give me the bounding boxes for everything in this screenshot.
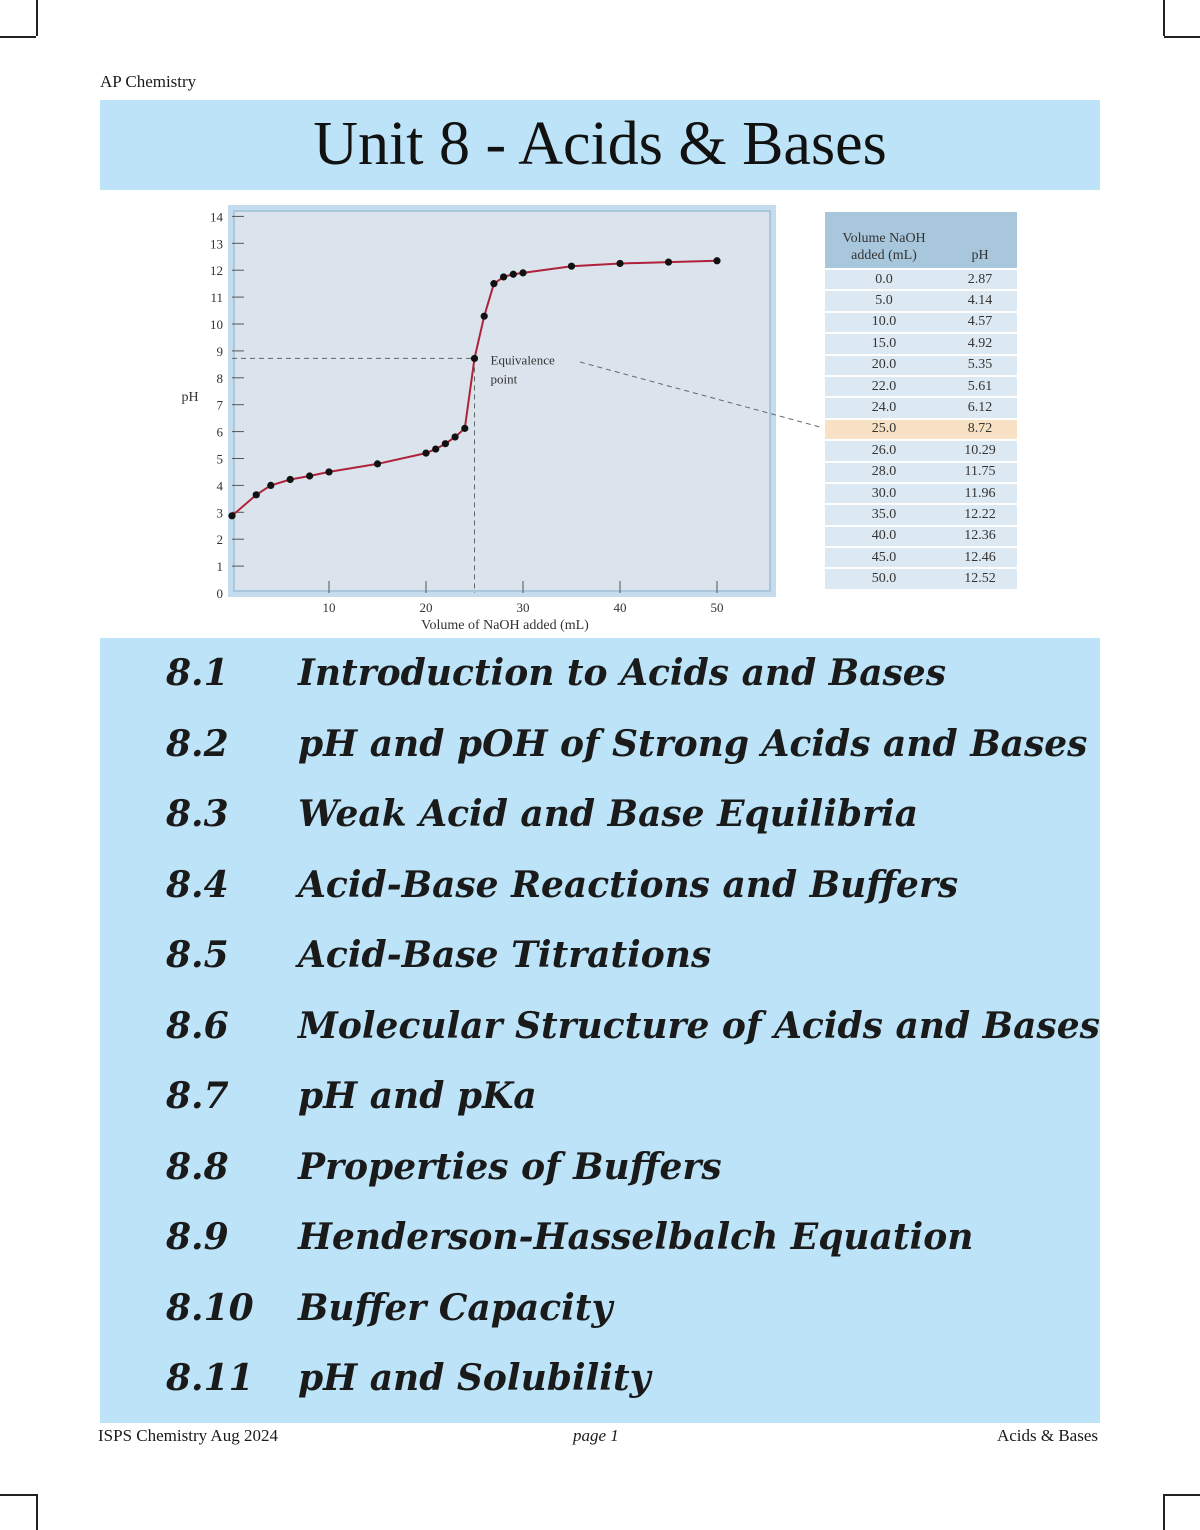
topic-item bbox=[100, 1202, 1100, 1272]
volume-cell: 25.0 bbox=[825, 419, 943, 440]
topic-number: 8.2 bbox=[166, 722, 229, 765]
course-label: AP Chemistry bbox=[100, 72, 197, 91]
y-tick-label: 0 bbox=[216, 586, 223, 601]
x-tick-label: 30 bbox=[516, 600, 530, 615]
topic-item bbox=[100, 779, 1100, 849]
data-point bbox=[510, 271, 517, 278]
topic-item bbox=[100, 1273, 1100, 1343]
topic-title: pH and Solubility bbox=[298, 1357, 651, 1399]
topic-number: 8.1 bbox=[166, 652, 229, 694]
ph-cell: 2.87 bbox=[943, 269, 1017, 290]
equivalence-label-line2: point bbox=[490, 371, 518, 387]
topic-list bbox=[100, 638, 1100, 1423]
titration-chart bbox=[170, 195, 820, 635]
y-tick-label: 1 bbox=[216, 559, 223, 575]
topic-item bbox=[100, 991, 1100, 1061]
y-tick-label: 11 bbox=[210, 290, 223, 306]
table-row bbox=[825, 269, 1017, 290]
plot-area bbox=[234, 211, 770, 591]
table-row bbox=[825, 568, 1017, 588]
volume-cell: 50.0 bbox=[825, 568, 943, 588]
data-point bbox=[713, 257, 720, 264]
topic-title: Acid-Base Reactions and Buffers bbox=[298, 863, 959, 906]
data-point bbox=[253, 491, 260, 498]
table-row bbox=[825, 376, 1017, 397]
topic-number: 8.8 bbox=[166, 1145, 229, 1188]
crop-mark bbox=[0, 36, 36, 38]
x-axis-label: Volume of NaOH added (mL) bbox=[421, 618, 589, 633]
crop-mark bbox=[36, 1494, 38, 1530]
y-tick-label: 2 bbox=[216, 532, 223, 548]
volume-cell: 45.0 bbox=[825, 547, 943, 568]
topic-item bbox=[100, 920, 1100, 990]
topic-title: Introduction to Acids and Bases bbox=[298, 652, 946, 694]
table-row bbox=[825, 504, 1017, 525]
topic-number: 8.5 bbox=[166, 934, 229, 976]
data-point bbox=[228, 512, 235, 519]
volume-column-header bbox=[825, 212, 943, 269]
table-row bbox=[825, 440, 1017, 461]
y-tick-label: 13 bbox=[210, 236, 223, 252]
ph-cell: 11.75 bbox=[943, 462, 1017, 483]
topic-title: Buffer Capacity bbox=[298, 1286, 613, 1329]
footer-left: ISPS Chemistry Aug 2024 bbox=[98, 1426, 278, 1445]
volume-cell: 10.0 bbox=[825, 312, 943, 333]
y-tick-label: 14 bbox=[210, 209, 223, 225]
crop-mark bbox=[0, 1494, 36, 1496]
topic-number: 8.6 bbox=[166, 1004, 229, 1047]
topic-title: Properties of Buffers bbox=[298, 1145, 722, 1188]
x-tick-label: 40 bbox=[613, 600, 627, 615]
data-point bbox=[519, 269, 526, 276]
data-point bbox=[287, 476, 294, 483]
topic-number: 8.7 bbox=[166, 1075, 229, 1117]
data-point bbox=[432, 445, 439, 452]
topic-number: 8.3 bbox=[166, 793, 229, 835]
ph-cell: 4.57 bbox=[943, 312, 1017, 333]
volume-cell: 40.0 bbox=[825, 526, 943, 547]
data-point bbox=[481, 313, 488, 320]
table-row bbox=[825, 483, 1017, 504]
topic-number: 8.9 bbox=[166, 1216, 229, 1258]
data-point bbox=[452, 433, 459, 440]
footer-page-number: page 1 bbox=[573, 1426, 619, 1445]
y-tick-label: 6 bbox=[216, 424, 223, 440]
ph-cell: 6.12 bbox=[943, 397, 1017, 418]
x-tick-label: 50 bbox=[710, 600, 724, 615]
data-point bbox=[267, 482, 274, 489]
topic-number: 8.10 bbox=[166, 1286, 254, 1329]
table-row bbox=[825, 355, 1017, 376]
data-point bbox=[325, 468, 332, 475]
title-banner bbox=[100, 100, 1100, 190]
data-point bbox=[442, 440, 449, 447]
ph-cell: 12.22 bbox=[943, 504, 1017, 525]
ph-cell: 4.14 bbox=[943, 290, 1017, 311]
table-row bbox=[825, 419, 1017, 440]
volume-cell: 35.0 bbox=[825, 504, 943, 525]
y-tick-label: 9 bbox=[216, 343, 223, 359]
ph-cell: 4.92 bbox=[943, 333, 1017, 354]
volume-cell: 0.0 bbox=[825, 269, 943, 290]
table-row bbox=[825, 333, 1017, 354]
crop-mark bbox=[36, 0, 38, 36]
y-axis-label: pH bbox=[181, 390, 199, 405]
volume-cell: 30.0 bbox=[825, 483, 943, 504]
data-point bbox=[665, 259, 672, 266]
table-row bbox=[825, 547, 1017, 568]
y-tick-label: 12 bbox=[210, 263, 223, 279]
data-point bbox=[461, 425, 468, 432]
topic-title: Henderson-Hasselbalch Equation bbox=[298, 1216, 974, 1258]
y-tick-label: 4 bbox=[216, 478, 223, 494]
ph-cell: 12.52 bbox=[943, 568, 1017, 588]
y-tick-label: 7 bbox=[216, 397, 223, 413]
volume-cell: 15.0 bbox=[825, 333, 943, 354]
volume-header-line2: added (mL) bbox=[851, 248, 917, 263]
volume-cell: 24.0 bbox=[825, 397, 943, 418]
topic-title: pH and pOH of Strong Acids and Bases bbox=[298, 722, 1088, 765]
ph-cell: 8.72 bbox=[943, 419, 1017, 440]
titration-data-table bbox=[825, 212, 1017, 589]
data-point bbox=[306, 472, 313, 479]
data-point bbox=[500, 273, 507, 280]
topic-item bbox=[100, 638, 1100, 708]
ph-cell: 5.61 bbox=[943, 376, 1017, 397]
table-header-row bbox=[825, 212, 1017, 269]
data-point bbox=[490, 280, 497, 287]
topic-title: pH and pKa bbox=[298, 1075, 537, 1117]
topic-item bbox=[100, 1061, 1100, 1131]
y-tick-label: 10 bbox=[210, 317, 223, 332]
ph-cell: 5.35 bbox=[943, 355, 1017, 376]
ph-cell: 11.96 bbox=[943, 483, 1017, 504]
x-tick-label: 10 bbox=[322, 600, 336, 615]
volume-cell: 5.0 bbox=[825, 290, 943, 311]
topic-item bbox=[100, 1132, 1100, 1202]
table-row bbox=[825, 397, 1017, 418]
topic-number: 8.11 bbox=[166, 1357, 254, 1399]
y-tick-label: 3 bbox=[216, 505, 223, 521]
ph-cell: 10.29 bbox=[943, 440, 1017, 461]
table-body bbox=[825, 269, 1017, 589]
topic-title: Molecular Structure of Acids and Bases bbox=[298, 1004, 1100, 1047]
equivalence-label-line1: Equivalence bbox=[490, 352, 555, 368]
table-row bbox=[825, 526, 1017, 547]
topic-title: Weak Acid and Base Equilibria bbox=[298, 793, 919, 835]
data-point bbox=[471, 355, 478, 362]
topic-item bbox=[100, 709, 1100, 779]
data-point bbox=[422, 450, 429, 457]
volume-cell: 22.0 bbox=[825, 376, 943, 397]
data-point bbox=[616, 260, 623, 267]
ph-cell: 12.36 bbox=[943, 526, 1017, 547]
ph-cell: 12.46 bbox=[943, 547, 1017, 568]
table-row bbox=[825, 312, 1017, 333]
volume-cell: 28.0 bbox=[825, 462, 943, 483]
crop-mark bbox=[1163, 1494, 1165, 1530]
y-tick-label: 5 bbox=[216, 451, 223, 467]
volume-header-line1: Volume NaOH bbox=[842, 231, 926, 246]
table-row bbox=[825, 290, 1017, 311]
data-point bbox=[374, 460, 381, 467]
page-title: Unit 8 - Acids & Bases bbox=[313, 110, 887, 178]
topic-number: 8.4 bbox=[166, 863, 229, 906]
data-point bbox=[568, 263, 575, 270]
ph-column-header: pH bbox=[943, 212, 1017, 269]
crop-mark bbox=[1164, 1494, 1200, 1496]
volume-cell: 20.0 bbox=[825, 355, 943, 376]
topic-item bbox=[100, 850, 1100, 920]
volume-cell: 26.0 bbox=[825, 440, 943, 461]
crop-mark bbox=[1164, 36, 1200, 38]
footer-right: Acids & Bases bbox=[996, 1426, 1098, 1445]
topic-item bbox=[100, 1343, 1100, 1413]
table-row bbox=[825, 462, 1017, 483]
crop-mark bbox=[1163, 0, 1165, 36]
y-tick-label: 8 bbox=[216, 370, 223, 386]
topic-title: Acid-Base Titrations bbox=[298, 934, 712, 976]
x-tick-label: 20 bbox=[419, 600, 433, 615]
